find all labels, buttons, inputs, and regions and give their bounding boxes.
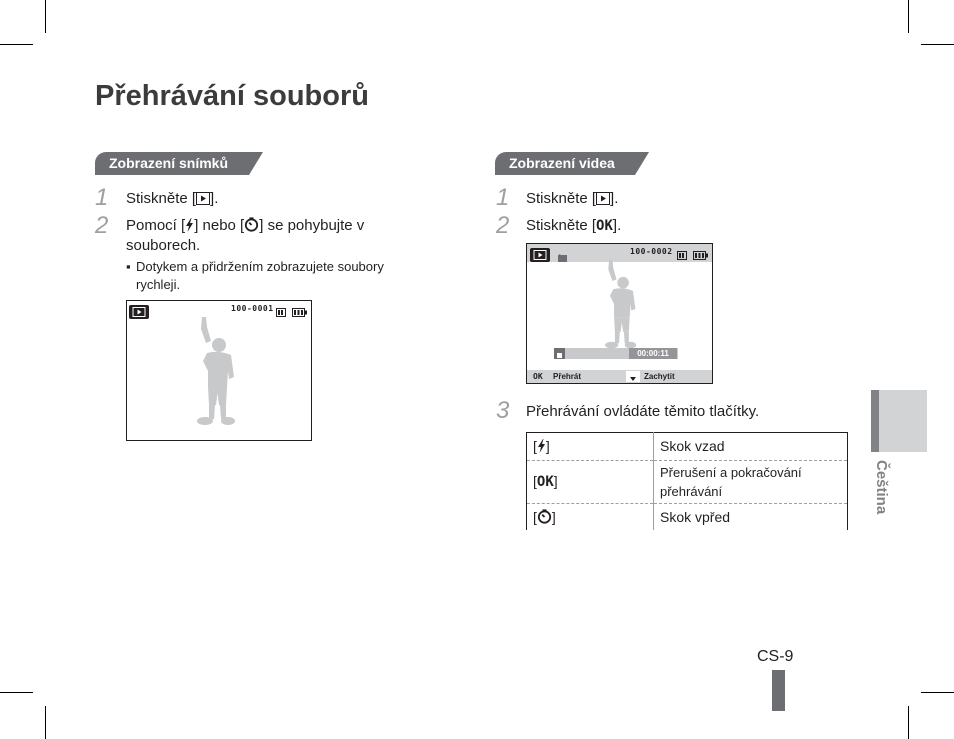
- table-cell-key: [OK]: [527, 461, 654, 504]
- section-tab-photos: Zobrazení snímků: [95, 152, 249, 175]
- playback-mode-icon: [129, 305, 149, 319]
- crop-mark: [45, 0, 46, 33]
- ok-icon: OK: [596, 218, 613, 234]
- table-cell-key: [ ]: [527, 504, 654, 531]
- language-label: Čeština: [873, 460, 890, 515]
- page-title: Přehrávání souborů: [95, 80, 369, 112]
- section-tab-video: Zobrazení videa: [495, 152, 635, 175]
- play-label: Přehrát: [553, 372, 582, 381]
- down-arrow-icon: [626, 371, 640, 382]
- language-tab-block: [871, 390, 927, 452]
- battery-icon: [693, 247, 708, 265]
- bullet-text: Dotykem a přidržením zobrazujete soubory rychleji.: [136, 259, 384, 292]
- timer-icon: [244, 217, 259, 232]
- playback-mode-icon: [530, 248, 550, 262]
- timer-icon: [537, 509, 552, 524]
- play-icon: [196, 192, 210, 205]
- elapsed-time: 00:00:11: [629, 348, 677, 359]
- step-text-part: Stiskněte [: [126, 190, 197, 207]
- camera-screen-photo: [126, 300, 312, 441]
- step-number: 2: [95, 212, 109, 239]
- step-text-part: ].: [610, 190, 619, 207]
- page-number: CS-9: [757, 648, 794, 665]
- step-text-part: Stiskněte [: [526, 217, 597, 234]
- table-row: [527, 504, 848, 531]
- camera-screen-video: [526, 243, 713, 384]
- step-number: 1: [496, 184, 510, 211]
- ok-icon: OK: [536, 474, 554, 490]
- table-row: [527, 433, 848, 461]
- table-row: [527, 461, 848, 504]
- step-text: [526, 189, 618, 209]
- flash-icon: [537, 439, 546, 453]
- person-silhouette: [595, 258, 643, 350]
- step-number: 1: [95, 184, 109, 211]
- flash-icon: [185, 218, 194, 232]
- crop-mark: [0, 692, 33, 693]
- step-text-part: ] nebo [: [194, 217, 245, 234]
- table-cell-description: Skok vzad: [654, 433, 848, 461]
- step-text-part: ] se pohybujte v souborech.: [126, 217, 365, 254]
- step-number: 3: [496, 397, 510, 424]
- file-counter: 100-0001: [231, 304, 274, 313]
- file-counter: 100-0002: [630, 247, 673, 256]
- step-number: 2: [496, 212, 510, 239]
- crop-mark: [921, 44, 954, 45]
- table-cell-description: Přerušení a pokračování přehrávání: [654, 461, 848, 504]
- person-silhouette: [189, 315, 239, 427]
- step-text: [126, 216, 416, 256]
- stop-icon: [554, 348, 565, 359]
- controls-table: [526, 432, 848, 530]
- battery-icon: [292, 304, 307, 322]
- step-text-part: Pomocí [: [126, 217, 186, 234]
- crop-mark: [45, 706, 46, 739]
- step-text-part: ].: [210, 190, 219, 207]
- crop-mark: [908, 0, 909, 33]
- language-tab-bar: [871, 390, 879, 452]
- bullet-marker: ▪: [126, 259, 131, 274]
- crop-mark: [908, 706, 909, 739]
- page-number-bar: [772, 670, 785, 711]
- memory-card-icon: [276, 304, 286, 322]
- step-text-part: ].: [612, 217, 622, 234]
- step-text: [126, 189, 218, 209]
- video-icon: [558, 249, 567, 267]
- ok-key-label: OK: [533, 372, 543, 381]
- capture-label: Zachytit: [644, 372, 675, 381]
- step-text-part: Stiskněte [: [526, 190, 597, 207]
- table-cell-description: Skok vpřed: [660, 508, 731, 525]
- play-icon: [596, 192, 610, 205]
- crop-mark: [921, 692, 954, 693]
- memory-card-icon: [677, 247, 687, 265]
- crop-mark: [0, 44, 33, 45]
- step-text: Přehrávání ovládáte těmito tlačítky.: [526, 403, 760, 420]
- table-cell-key: [ ]: [527, 433, 654, 461]
- step-text: [526, 216, 621, 236]
